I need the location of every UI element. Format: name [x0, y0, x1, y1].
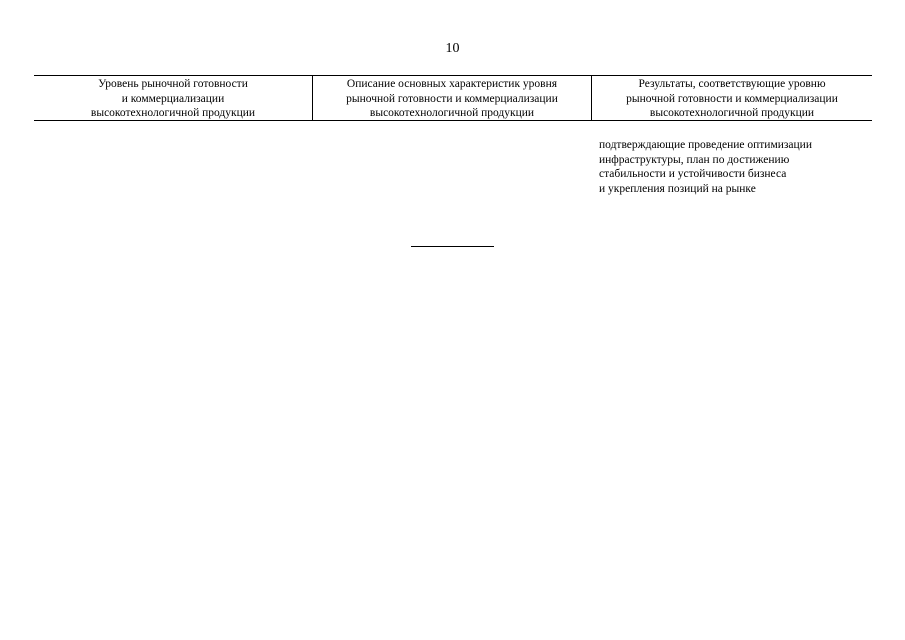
cell-line: стабильности и устойчивости бизнеса [599, 168, 787, 180]
header-line: рыночной готовности и коммерциализации [626, 92, 838, 105]
table-header [34, 75, 872, 121]
cell-line: и укрепления позиций на рынке [599, 182, 756, 195]
header-readiness-level [34, 76, 313, 120]
header-level-description [313, 76, 592, 120]
page-number: 10 [445, 41, 460, 56]
cell-line: инфраструктуры, план по достижению [599, 153, 790, 166]
header-line: высокотехнологичной продукции [369, 107, 535, 119]
document-end-rule [411, 246, 494, 247]
cell-line: подтверждающие проведение оптимизации [599, 139, 812, 151]
header-line: и коммерциализации [121, 92, 225, 105]
header-line: рыночной готовности и коммерциализации [346, 92, 558, 105]
results-cell-text [599, 138, 864, 196]
header-line: Уровень рыночной готовности [98, 78, 248, 90]
header-line: Результаты, соответствующие уровню [638, 78, 826, 90]
header-level-results [592, 76, 872, 120]
header-line: высокотехнологичной продукции [649, 107, 815, 119]
header-line: Описание основных характеристик уровня [346, 78, 558, 90]
header-line: высокотехнологичной продукции [90, 107, 256, 119]
